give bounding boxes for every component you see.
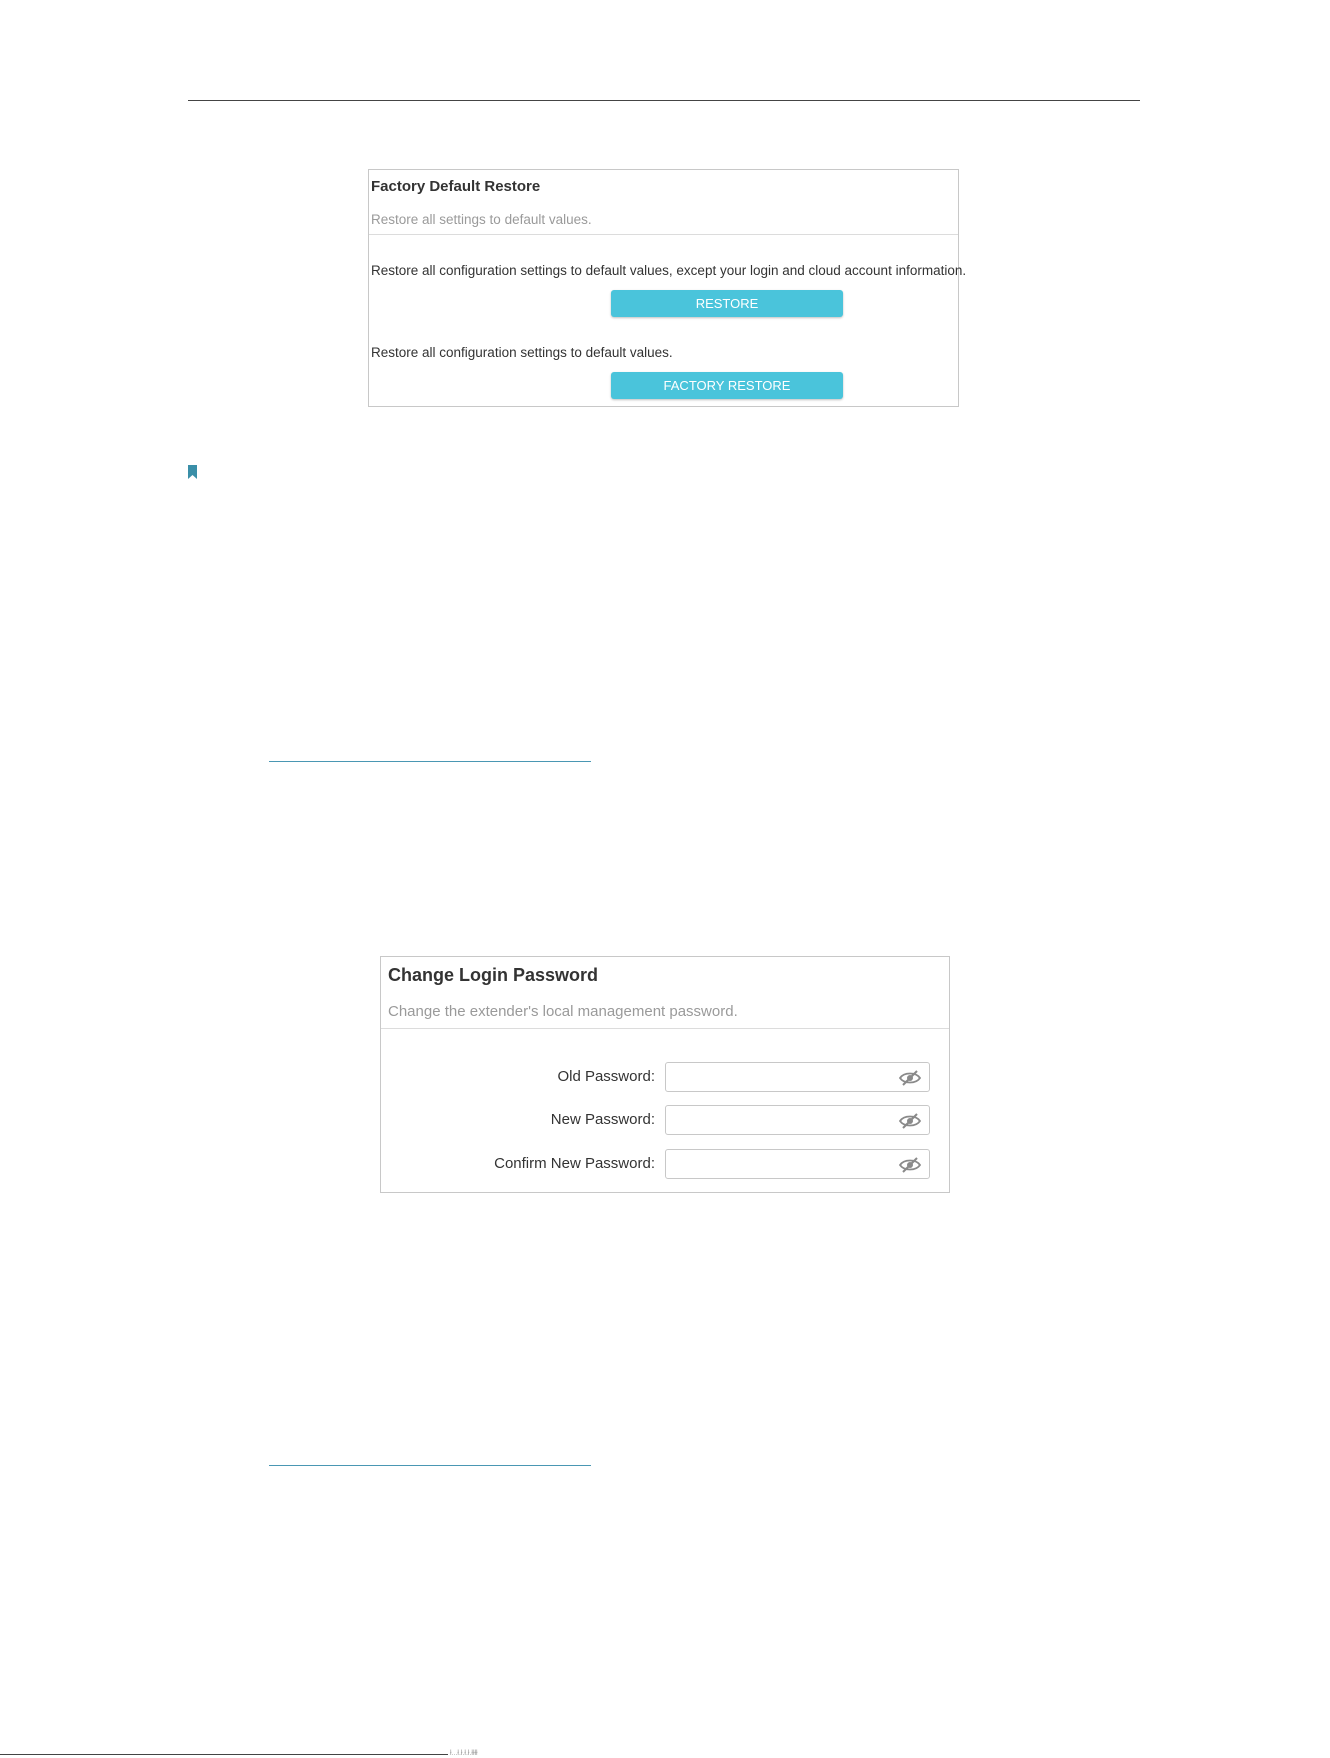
footer-text: ł...ł.ł.ł.ł.łłłł	[450, 1750, 478, 1757]
restore-button[interactable]: RESTORE	[611, 290, 843, 317]
footer-divider	[0, 1754, 448, 1755]
eye-slash-icon[interactable]	[899, 1157, 921, 1173]
old-password-label: Old Password:	[557, 1068, 655, 1085]
confirm-password-field[interactable]	[665, 1149, 930, 1179]
old-password-row	[381, 1062, 949, 1092]
confirm-password-label: Confirm New Password:	[494, 1155, 655, 1172]
panel-subtitle: Change the extender's local management password.	[388, 1003, 738, 1020]
panel-subtitle: Restore all settings to default values.	[371, 212, 592, 227]
old-password-field[interactable]	[665, 1062, 930, 1092]
change-login-password-panel	[380, 956, 950, 1193]
factory-default-restore-panel	[368, 169, 967, 407]
factory-restore-button[interactable]: FACTORY RESTORE	[611, 372, 843, 399]
new-password-field[interactable]	[665, 1105, 930, 1135]
eye-slash-icon[interactable]	[899, 1113, 921, 1129]
factory-restore-description: Restore all configuration settings to default values.	[371, 345, 673, 360]
confirm-password-row	[381, 1149, 949, 1179]
new-password-label: New Password:	[550, 1111, 655, 1128]
top-divider	[188, 100, 1140, 101]
link-underline	[269, 761, 591, 762]
panel-title: Factory Default Restore	[371, 178, 541, 195]
link-underline	[269, 1465, 591, 1466]
bookmark-icon	[188, 465, 197, 479]
restore-description: Restore all configuration settings to default values, except your login and cloud account information.	[371, 263, 967, 278]
panel-title: Change Login Password	[388, 965, 599, 985]
new-password-row	[381, 1105, 949, 1135]
eye-slash-icon[interactable]	[899, 1070, 921, 1086]
panel-divider	[381, 1028, 949, 1029]
panel-divider	[369, 234, 958, 235]
